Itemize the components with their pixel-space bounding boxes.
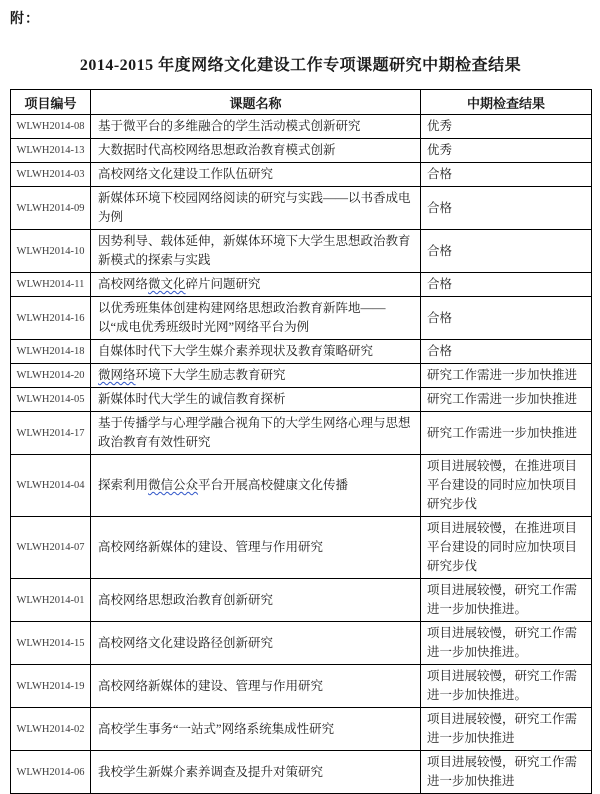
topic-name-cell <box>91 751 421 794</box>
table-header-row <box>11 90 592 115</box>
topic-name-cell <box>91 187 421 230</box>
topic-text: 因势利导、载体延伸，新媒体环境下大学生思想政治教育新模式的探索与实践 <box>98 234 411 267</box>
midterm-result-cell: 项目进展较慢，研究工作需进一步加快推进。 <box>421 622 592 665</box>
spellcheck-wavy-underline-text: 微网络 <box>98 368 136 382</box>
project-code-cell: WLWH2014-18 <box>11 340 91 364</box>
topic-name-cell <box>91 622 421 665</box>
project-code-cell: WLWH2014-06 <box>11 751 91 794</box>
project-code-cell: WLWH2014-19 <box>11 665 91 708</box>
project-code-cell: WLWH2014-10 <box>11 230 91 273</box>
topic-name-cell <box>91 388 421 412</box>
spellcheck-wavy-underline-text: 微信公众 <box>148 478 199 492</box>
project-code-cell: WLWH2014-05 <box>11 388 91 412</box>
midterm-result-cell: 合格 <box>421 230 592 273</box>
topic-name-cell <box>91 364 421 388</box>
project-code-cell: WLWH2014-20 <box>11 364 91 388</box>
table-row <box>11 115 592 139</box>
topic-text: 新媒体时代大学生的诚信教育探析 <box>98 392 286 406</box>
table-body <box>11 115 592 794</box>
topic-text: 高校网络思想政治教育创新研究 <box>98 592 274 607</box>
topic-name-cell <box>91 139 421 163</box>
midterm-result-cell: 合格 <box>421 297 592 340</box>
topic-name-cell <box>91 517 421 579</box>
table-row <box>11 412 592 455</box>
topic-name-cell <box>91 163 421 187</box>
topic-name-cell <box>91 412 421 455</box>
table-row <box>11 340 592 364</box>
topic-text: 环境下大学生励志教育研究 <box>135 368 286 382</box>
topic-text: 我校学生新媒介素养调查及提升对策研究 <box>98 764 324 779</box>
topic-name-cell <box>91 273 421 297</box>
project-code-cell: WLWH2014-07 <box>11 517 91 579</box>
table-row <box>11 579 592 622</box>
table-row <box>11 230 592 273</box>
midterm-result-cell: 研究工作需进一步加快推进 <box>421 412 592 455</box>
midterm-result-cell: 项目进展较慢，研究工作需进一步加快推进。 <box>421 579 592 622</box>
attachment-label: 附： <box>10 12 40 27</box>
project-code-cell: WLWH2014-03 <box>11 163 91 187</box>
project-code-cell: WLWH2014-16 <box>11 297 91 340</box>
topic-text: 高校网络 <box>98 277 149 291</box>
topic-name-cell <box>91 579 421 622</box>
topic-text: 高校学生事务“一站式”网络系统集成性研究 <box>98 721 335 736</box>
topic-name-cell <box>91 665 421 708</box>
project-code-cell: WLWH2014-15 <box>11 622 91 665</box>
topic-name-cell <box>91 708 421 751</box>
project-code-cell: WLWH2014-02 <box>11 708 91 751</box>
table-row <box>11 388 592 412</box>
table-row <box>11 708 592 751</box>
table-row <box>11 665 592 708</box>
topic-text: 高校网络文化建设工作队伍研究 <box>98 167 274 181</box>
topic-text: 探索利用 <box>98 478 149 492</box>
spellcheck-wavy-underline-text: 微文化 <box>148 277 186 291</box>
col-header-project-code: 项目编号 <box>11 90 91 115</box>
table-row <box>11 455 592 517</box>
topic-text: 高校网络新媒体的建设、管理与作用研究 <box>98 540 324 554</box>
topic-name-cell <box>91 455 421 517</box>
topic-text: 以优秀班集体创建构建网络思想政治教育新阵地――以“成电优秀班级时光网”网络平台为例 <box>98 301 386 334</box>
project-code-cell: WLWH2014-08 <box>11 115 91 139</box>
midterm-result-cell: 合格 <box>421 340 592 364</box>
project-code-cell: WLWH2014-11 <box>11 273 91 297</box>
project-code-cell: WLWH2014-17 <box>11 412 91 455</box>
topic-name-cell <box>91 297 421 340</box>
midterm-result-cell: 合格 <box>421 187 592 230</box>
midterm-result-cell: 项目进展较慢，在推进项目平台建设的同时应加快项目研究步伐 <box>421 455 592 517</box>
topic-text: 新媒体环境下校园网络阅读的研究与实践――以书香成电为例 <box>98 191 411 224</box>
topic-name-cell <box>91 340 421 364</box>
midterm-result-cell: 项目进展较慢，在推进项目平台建设的同时应加快项目研究步伐 <box>421 517 592 579</box>
page-title: 2014-2015 年度网络文化建设工作专项课题研究中期检查结果 <box>79 57 522 74</box>
table-row <box>11 273 592 297</box>
topic-text: 大数据时代高校网络思想政治教育模式创新 <box>98 143 336 157</box>
topic-text: 基于微平台的多维融合的学生活动模式创新研究 <box>98 119 361 133</box>
midterm-result-cell: 项目进展较慢，研究工作需进一步加快推进 <box>421 708 592 751</box>
col-header-midterm-result: 中期检查结果 <box>421 90 592 115</box>
project-code-cell: WLWH2014-09 <box>11 187 91 230</box>
table-row <box>11 751 592 794</box>
topic-text: 碎片问题研究 <box>185 277 261 291</box>
midterm-result-cell: 合格 <box>421 163 592 187</box>
table-row <box>11 517 592 579</box>
table-row <box>11 364 592 388</box>
midterm-result-cell: 优秀 <box>421 139 592 163</box>
topic-name-cell <box>91 115 421 139</box>
midterm-result-cell: 优秀 <box>421 115 592 139</box>
table-row <box>11 297 592 340</box>
topic-text: 平台开展高校健康文化传播 <box>198 478 349 492</box>
topic-name-cell <box>91 230 421 273</box>
midterm-result-cell: 研究工作需进一步加快推进 <box>421 388 592 412</box>
topic-text: 自媒体时代下大学生媒介素养现状及教育策略研究 <box>98 344 374 358</box>
table-row <box>11 163 592 187</box>
midterm-result-cell: 研究工作需进一步加快推进 <box>421 364 592 388</box>
results-table <box>10 89 592 794</box>
midterm-result-cell: 项目进展较慢，研究工作需进一步加快推进 <box>421 751 592 794</box>
project-code-cell: WLWH2014-04 <box>11 455 91 517</box>
project-code-cell: WLWH2014-13 <box>11 139 91 163</box>
topic-text: 基于传播学与心理学融合视角下的大学生网络心理与思想政治教育有效性研究 <box>98 416 411 449</box>
table-row <box>11 139 592 163</box>
table-row <box>11 622 592 665</box>
topic-text: 高校网络新媒体的建设、管理与作用研究 <box>98 678 324 693</box>
project-code-cell: WLWH2014-01 <box>11 579 91 622</box>
topic-text: 高校网络文化建设路径创新研究 <box>98 635 274 650</box>
table-row <box>11 187 592 230</box>
midterm-result-cell: 项目进展较慢，研究工作需进一步加快推进。 <box>421 665 592 708</box>
midterm-result-cell: 合格 <box>421 273 592 297</box>
col-header-topic-name: 课题名称 <box>91 90 421 115</box>
